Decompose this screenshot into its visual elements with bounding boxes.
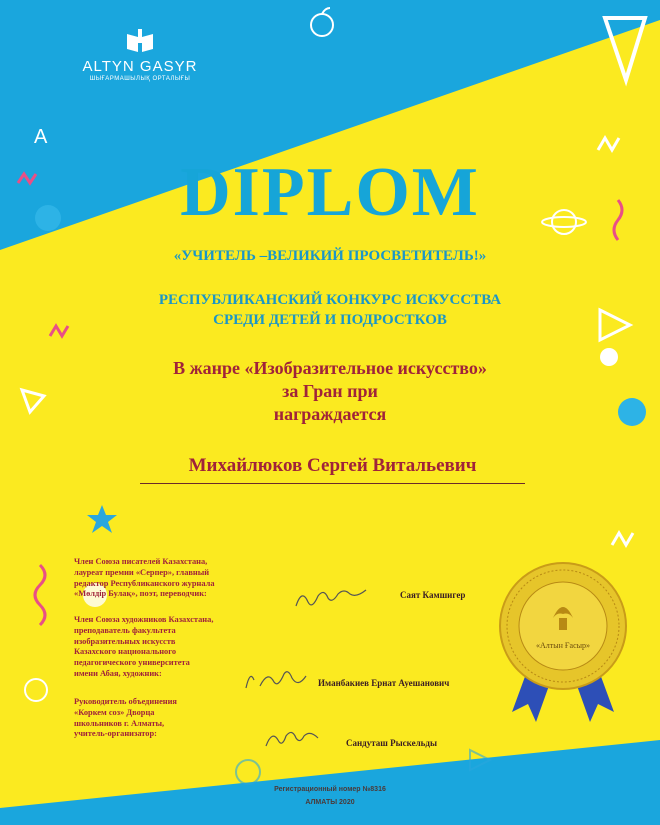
contest-motto: «УЧИТЕЛЬ –ВЕЛИКИЙ ПРОСВЕТИТЕЛЬ!» — [173, 248, 487, 264]
genre-line: В жанре «Изобразительное искусство» — [173, 358, 487, 378]
signature-2 — [240, 664, 320, 694]
signatory-3-name: Сандуташ Рыскельды — [346, 738, 437, 748]
awarded-line: награждается — [273, 404, 387, 424]
city-year: АЛМАТЫ 2020 — [305, 799, 355, 806]
signatory-2-name: Иманбакиев Ернат Ауешанович — [318, 678, 450, 688]
recipient-name: Михайлюков Сергей Витальевич — [140, 455, 525, 484]
signature-3 — [262, 728, 332, 754]
open-book-icon — [125, 28, 155, 54]
signatory-1-line-3: редактор Республиканского журнала — [74, 578, 215, 588]
signatory-2-line-5: педагогического университета — [74, 658, 190, 667]
contest-line-2: СРЕДИ ДЕТЕЙ И ПОДРОСТКОВ — [213, 312, 447, 328]
signatory-1-description — [74, 557, 215, 600]
flask-icon — [236, 760, 260, 784]
signatory-1-line-1: Член Союза писателей Казахстана, — [74, 557, 208, 566]
signatory-3-description — [74, 697, 177, 740]
signatory-2-line-6: имени Абая, художник: — [74, 668, 162, 678]
signatory-3-line-4: учитель-организатор: — [74, 729, 157, 739]
signatory-3-line-2: «Коркем соз» Дворца — [74, 707, 155, 717]
diploma-title: DIPLOM — [180, 154, 480, 231]
signatory-2-line-4: Казахского национального — [74, 647, 177, 657]
star-icon — [87, 505, 117, 533]
award-line: за Гран при — [282, 381, 378, 401]
signatory-3-line-3: школьников г. Алматы, — [74, 718, 165, 728]
signatory-1-name: Саят Камшигер — [400, 590, 466, 600]
letter-a-decor: A — [34, 126, 48, 148]
logo-name: ALTYN GASYR — [82, 58, 198, 75]
signatory-2-line-3: изобразительных искусств — [74, 636, 176, 646]
altyn-gasyr-logo — [70, 28, 210, 82]
signatory-1-line-2: лауреат премии «Серпер», главный — [74, 567, 210, 577]
seal-center-text: «Алтын Ғасыр» — [535, 641, 591, 650]
signatory-2-line-1: Член Союза художников Казахстана, — [74, 615, 214, 624]
seal-rosette-icon — [498, 562, 628, 722]
signatory-1-line-4: «Мөлдір Булақ», поэт, переводчик: — [74, 589, 207, 599]
logo-subtitle: ШЫҒАРМАШЫЛЫҚ ОРТАЛЫҒЫ — [89, 76, 191, 82]
registration-number: Регистрационный номер №8316 — [274, 786, 386, 793]
signatory-2-description — [74, 615, 213, 680]
signatory-2-line-2: преподаватель факультета — [74, 625, 176, 635]
contest-line-1: РЕСПУБЛИКАНСКИЙ КОНКУРС ИСКУССТВА — [158, 292, 502, 308]
signature-1 — [292, 586, 372, 614]
signatory-3-line-1: Руководитель объединения — [74, 697, 177, 706]
